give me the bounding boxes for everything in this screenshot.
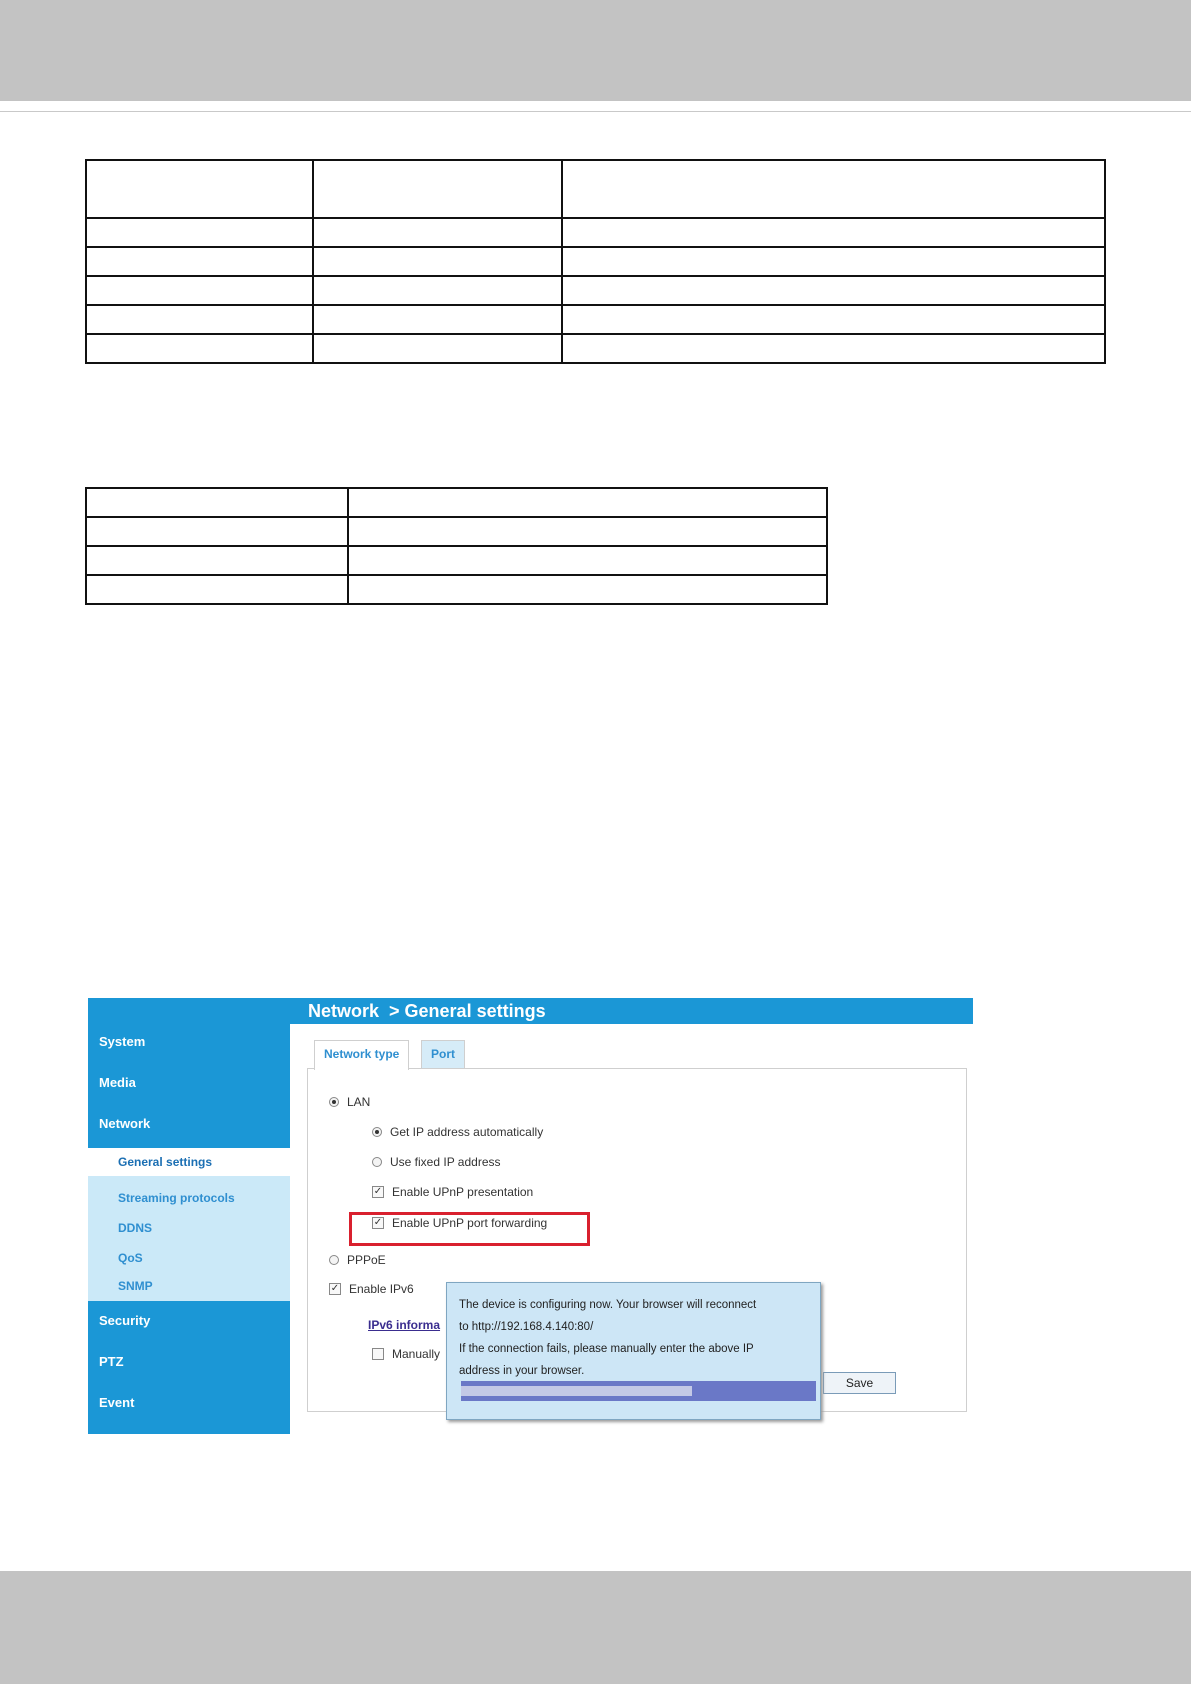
page-footer-band xyxy=(0,1571,1191,1684)
table-cell xyxy=(348,575,827,604)
progress-bar xyxy=(461,1381,816,1401)
table-cell xyxy=(86,160,313,218)
sidebar-item-network[interactable]: Network xyxy=(99,1116,151,1131)
manually-option[interactable] xyxy=(372,1347,440,1361)
dialog-message-line: If the connection fails, please manually enter the above IP xyxy=(459,1343,754,1355)
table-cell xyxy=(313,305,562,334)
table-cell xyxy=(86,517,348,546)
table-cell xyxy=(348,488,827,517)
radio-unselected-icon[interactable] xyxy=(372,1157,382,1167)
page-title: Network > General settings xyxy=(308,1001,546,1021)
sidebar xyxy=(88,998,290,1434)
ipv6-information-link[interactable]: IPv6 informa xyxy=(368,1318,441,1332)
upnp-port-forwarding-label: Enable UPnP port forwarding xyxy=(392,1216,548,1230)
dialog-message-line: The device is configuring now. Your browser will reconnect xyxy=(459,1299,757,1311)
checkbox-unchecked-icon[interactable] xyxy=(372,1348,384,1360)
table-cell xyxy=(313,218,562,247)
page-header-band xyxy=(0,0,1191,101)
table-cell xyxy=(86,218,313,247)
table-cell xyxy=(313,247,562,276)
dialog-message-line: address in your browser. xyxy=(459,1365,585,1377)
upnp-presentation-option[interactable] xyxy=(372,1185,533,1199)
table-cell xyxy=(348,546,827,575)
dialog-message-line: to http://192.168.4.140:80/ xyxy=(459,1321,594,1333)
sidebar-item-event[interactable]: Event xyxy=(99,1395,135,1410)
save-button[interactable]: Save xyxy=(823,1372,896,1394)
network-settings-screenshot xyxy=(88,998,980,1434)
submenu-item-ddns[interactable]: DDNS xyxy=(118,1221,153,1235)
get-ip-auto-option[interactable] xyxy=(372,1125,543,1139)
submenu-item-general-settings[interactable] xyxy=(88,1148,290,1176)
checkbox-checked-icon[interactable]: ✓ xyxy=(373,1217,383,1228)
checkbox-checked-icon[interactable]: ✓ xyxy=(330,1283,340,1294)
progress-fill xyxy=(461,1386,692,1396)
table-cell xyxy=(86,575,348,604)
table-cell xyxy=(562,334,1105,363)
document-table-2 xyxy=(85,487,828,605)
tab-port[interactable]: Port xyxy=(421,1040,465,1068)
table-cell xyxy=(562,305,1105,334)
pppoe-option[interactable] xyxy=(329,1253,386,1267)
sidebar-item-security[interactable]: Security xyxy=(99,1313,151,1328)
manually-label: Manually xyxy=(392,1347,441,1361)
sidebar-item-ptz[interactable]: PTZ xyxy=(99,1354,124,1369)
table-cell xyxy=(86,546,348,575)
table-cell xyxy=(86,247,313,276)
use-fixed-ip-option[interactable] xyxy=(372,1155,501,1169)
reconnect-dialog xyxy=(446,1282,821,1420)
header-divider xyxy=(0,111,1191,112)
submenu-item-streaming-protocols[interactable]: Streaming protocols xyxy=(118,1191,235,1205)
highlight-box xyxy=(349,1212,590,1246)
table-cell xyxy=(86,305,313,334)
submenu-item-qos[interactable]: QoS xyxy=(118,1251,143,1265)
submenu-item-label: General settings xyxy=(118,1155,213,1169)
table-cell xyxy=(86,488,348,517)
table-cell xyxy=(86,276,313,305)
table-cell xyxy=(313,334,562,363)
table-cell xyxy=(313,160,562,218)
pppoe-label: PPPoE xyxy=(347,1253,386,1267)
sidebar-item-system[interactable]: System xyxy=(99,1034,146,1049)
upnp-presentation-label: Enable UPnP presentation xyxy=(392,1185,534,1199)
enable-ipv6-option[interactable] xyxy=(329,1282,414,1296)
table-cell xyxy=(313,276,562,305)
table-cell xyxy=(86,334,313,363)
lan-label: LAN xyxy=(347,1095,371,1109)
enable-ipv6-label: Enable IPv6 xyxy=(349,1282,414,1296)
sidebar-item-media[interactable]: Media xyxy=(99,1075,136,1090)
radio-unselected-icon[interactable] xyxy=(329,1255,339,1265)
radio-selected-icon[interactable] xyxy=(372,1127,382,1137)
submenu-item-snmp[interactable]: SNMP xyxy=(118,1279,153,1293)
table-cell xyxy=(562,247,1105,276)
table-cell xyxy=(562,160,1105,218)
get-ip-auto-label: Get IP address automatically xyxy=(390,1125,544,1139)
table-cell xyxy=(562,218,1105,247)
tab-network-type[interactable]: Network type xyxy=(314,1040,409,1070)
checkbox-checked-icon[interactable]: ✓ xyxy=(373,1186,383,1197)
lan-option[interactable] xyxy=(329,1095,370,1109)
table-cell xyxy=(562,276,1105,305)
document-table-1 xyxy=(85,159,1106,364)
table-cell xyxy=(348,517,827,546)
use-fixed-ip-label: Use fixed IP address xyxy=(390,1155,501,1169)
radio-selected-icon[interactable] xyxy=(329,1097,339,1107)
